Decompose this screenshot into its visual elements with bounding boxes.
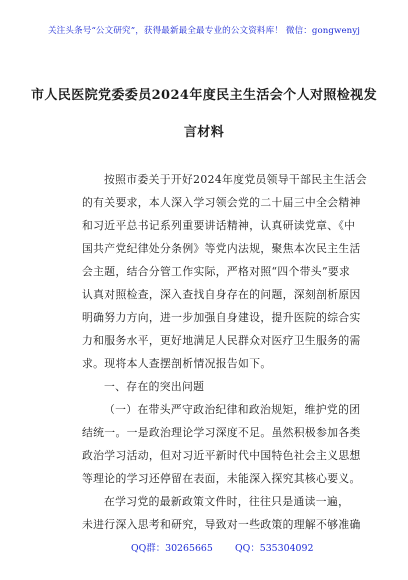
body-line: 按照市委关于开好2024年度党员领导干部民主生活会 [104, 173, 367, 186]
footer [0, 540, 408, 554]
body-line: 的有关要求，本人深入学习领会党的二十届三中全会精神 [82, 196, 361, 209]
document-title-line-2: 言材料 [183, 125, 225, 140]
section-heading: 一、存在的突出问题 [104, 380, 205, 393]
body-line: 会主题，结合分管工作实际，严格对照“四个带头”要求 [82, 265, 351, 278]
body-line: 结统一。一是政治理论学习深度不足。虽然积极参加各类 [82, 426, 361, 439]
footer-qq-link[interactable]: QQ：535304092 [235, 543, 314, 554]
body-line: （一）在带头严守政治纪律和政治规矩，维护党的团 [104, 403, 361, 416]
footer-qq-group-link[interactable]: QQ群：30265665 [131, 543, 213, 554]
body-line: 明确努力方向，进一步加强自身建设，提升医院的综合实 [82, 311, 361, 324]
document-title-line-1: 市人民医院党委委员2024年度民主生活会个人对照检视发 [31, 88, 377, 103]
body-line: 政治学习活动，但对习近平新时代中国特色社会主义思想 [82, 449, 361, 462]
body-line: 国共产党纪律处分条例》等党内法规，聚焦本次民主生活 [82, 242, 361, 255]
body-line: 等理论的学习还停留在表面，未能深入探究其核心要义。 [82, 472, 361, 485]
header-banner: 关注头条号“公文研究”，获得最新最全最专业的公文资料库！ 微信：gongwenyj [47, 26, 361, 36]
body-line: 未进行深入思考和研究，导致对一些政策的理解不够准确 [82, 518, 361, 531]
body-line: 在学习党的最新政策文件时，往往只是通读一遍， [104, 495, 350, 508]
body-line: 和习近平总书记系列重要讲话精神，认真研读党章、《中 [82, 219, 356, 232]
body-line: 求。现将本人查摆剖析情况报告如下。 [82, 357, 272, 370]
body-line: 力和服务水平，更好地满足人民群众对医疗卫生服务的需 [82, 334, 361, 347]
body-line: 认真对照检查，深入查找自身存在的问题，深刻剖析原因 [82, 288, 361, 301]
